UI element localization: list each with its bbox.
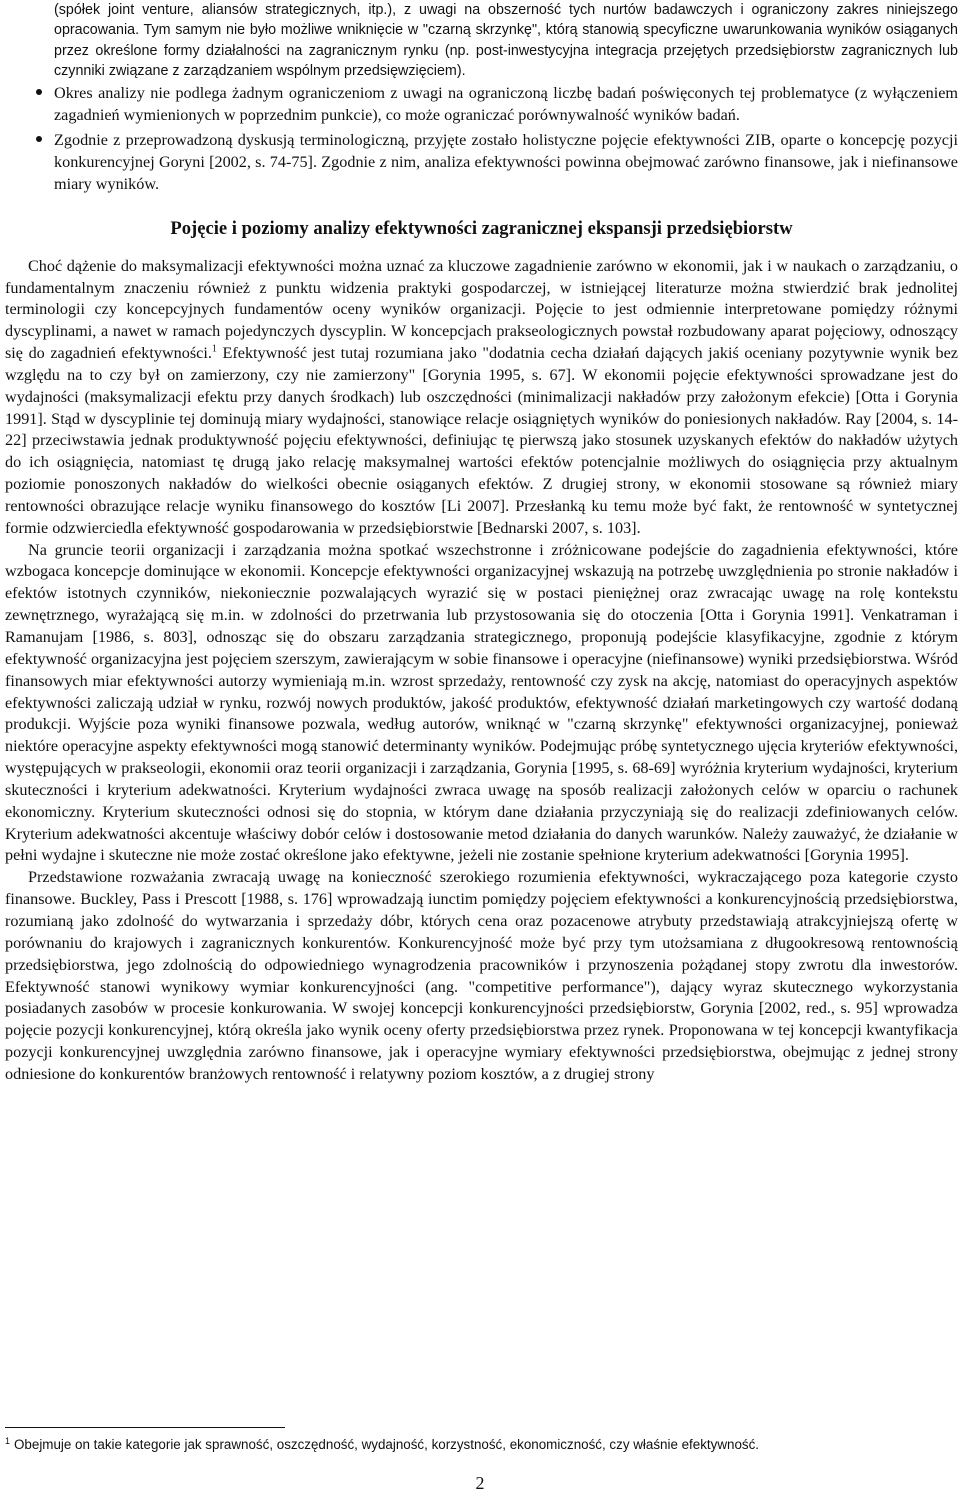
paragraph-1	[5, 256, 958, 540]
bullet-item-terminology	[5, 129, 958, 196]
section-heading: Pojęcie i poziomy analizy efektywności zagranicznej ekspansji przedsiębiorstw	[170, 217, 793, 239]
paragraph-1-text: Choć dążenie do maksymalizacji efektywności można uznać za kluczowe zagadnienie zarówno w ekonomii, jak i w naukach o zarządzaniu, o fundamentalnym znaczeniu również z punktu widzenia praktyki gospodarczej, w istniejącej literaturze można stwierdzić brak jednolitej terminologii czy koncepcyjnych fundamentów oceny wyników organizacji. Pojęcie to jest odmiennie interpretowane pomiędzy różnymi dyscyplinami, a nawet w ramach pojedynczych dyscyplin. W koncepcjach prakseologicznych powstał rozbudowany aparat pojęciowy, odnoszący się do zagadnień efektywności.	[5, 256, 958, 363]
footnote-text: Obejmuje on takie kategorie jak sprawność, oszczędność, wydajność, korzystność, ekonomiczność, czy właśnie efektywność.	[14, 1437, 760, 1452]
page-number: 2	[475, 1473, 485, 1493]
bullet-list	[5, 0, 958, 196]
bullet-item-analysis-period	[5, 82, 958, 127]
paragraph-1-text-continued: Efektywność jest tutaj rozumiana jako "dodatnia cecha działań dających jakiś oceniany pozytywnie wynik bez względu na to czy był on zamierzony, czy nie zamierzony" [Gorynia 1995, s. 67]. W ekonomii pojęcie efektywności sprowadzane jest do wydajności (maksymalizacji efektu przy danych środkach) lub oszczędności (minimalizacji nakładów przy założonym efekcie) [Otta i Gorynia 1991]. Stąd w dyscyplinie tej dominują miary wydajności, stanowiące relacje osiągniętych wyników do poniesionych nakładów. Ray [2004, s. 14-22] przeciwstawia jednak produktywność pojęciu efektywności, definiując tę pierwszą jako stosunek uzyskanych efektów do nakładów użytych do ich osiągnięcia, natomiast tę drugą jako relację maksymalnej wartości efektów potencjalnie możliwych do osiągnięcia przy aktualnym poziomie ponoszonych nakładów do wielkości obecnie osiąganych efektów. Z drugiej strony, w ekonomii stosowane są również miary rentowności obrazujące relacje wyniku finansowego do kosztów [Li 2007]. Przesłanką ku temu może być fakt, że rentowność w syntetycznej formie odzwierciedla efektywność gospodarowania w przedsiębiorstwie [Bednarski 2007, s. 103].	[5, 344, 958, 537]
bullet-dot-icon	[36, 89, 42, 95]
footnote	[5, 1436, 955, 1454]
footnote-number: 1	[5, 1435, 11, 1446]
paragraph-2: Na gruncie teorii organizacji i zarządzania można spotkać wszechstronne i zróżnicowane podejście do zagadnienia efektywności, które wzbogaca koncepcje dominujące w ekonomii. Koncepcje efektywności organizacyjnej wskazują na potrzebę uwzględnienia po stronie nakładów i efektów istotnych czynników, niekoniecznie pozwalających wyrazić się w postaci pieniężnej oraz zwracając uwagę na rolę kontekstu zewnętrznego, wyrażającą się m.in. w zdolności do przetrwania lub przystosowania się do otoczenia [Otta i Gorynia 1991]. Venkatraman i Ramanujam [1986, s. 803], odnosząc się do obszaru zarządzania strategicznego, proponują podejście klasyfikacyjne, zgodnie z którym efektywność organizacyjna jest pojęciem szerszym, zawierającym w sobie finansowe i operacyjne (niefinansowe) wyniki przedsiębiorstwa. Wśród finansowych miar efektywności autorzy wymieniają m.in. wzrost sprzedaży, rentowność czy zysk na akcję, natomiast do operacyjnych aspektów efektywności zaliczają udział w rynku, rozwój nowych produktów, jakość produktów, efektywność działań marketingowych czy wartość dodaną produkcji. Wyjście poza wyniki finansowe pozwala, według autorów, wniknąć w "czarną skrzynkę" efektywności organizacyjnej, ponieważ niektóre operacyjne aspekty efektywności mogą stanowić determinanty wyników. Podejmując próbę syntetycznego ujęcia kryteriów efektywności, występujących w prakseologii, ekonomii oraz teorii organizacji i zarządzania, Gorynia [1995, s. 68-69] wyróżnia kryterium wydajności, kryterium skuteczności i kryterium adekwatności. Kryterium wydajności zwraca uwagę na sposób realizacji założonych celów w oparciu o rachunek ekonomiczny. Kryterium skuteczności odnosi się do stopnia, w którym dane działania przyczyniają się do realizacji zdefiniowanych celów. Kryterium adekwatności akcentuje właściwy dobór celów i dostosowanie metod działania do danych warunków. Należy zauważyć, że działanie w pełni wydajne i skuteczne nie może zostać określone jako efektywne, jeżeli nie zostanie spełnione kryterium adekwatności [Gorynia 1995].	[5, 540, 958, 865]
bullet-text: Okres analizy nie podlega żadnym ograniczeniom z uwagi na ograniczoną liczbę badań poświęconych tej problematyce (z wyłączeniem zagadnień wymienionych w poprzednim punkcie), co może ograniczać porównywalność wyników badań.	[54, 84, 958, 125]
paragraph-3: Przedstawione rozważania zwracają uwagę na konieczność szerokiego rozumienia efektywności, wykraczającego poza kategorie czysto finansowe. Buckley, Pass i Prescott [1988, s. 176] wprowadzają iunctim pomiędzy pojęciem efektywności a konkurencyjnością przedsiębiorstwa, rozumianą jako zdolność do wytwarzania i sprzedaży dóbr, których cena oraz pozacenowe atrybuty przedstawiają atrakcyjniejszą ofertę w porównaniu do krajowych i zagranicznych konkurentów. Konkurencyjność może być przy tym utożsamiana z długookresową rentownością przedsiębiorstwa, jego zdolnością do odpowiedniego wynagrodzenia pracowników i przynoszenia pożądanej stopy zwrotu dla inwestorów. Efektywność stanowi wynikowy wymiar konkurencyjności (ang. "competitive performance"), dający wyraz skutecznego wykorzystania posiadanych zasobów w procesie konkurowania. W swojej koncepcji konkurencyjności przedsiębiorstw, Gorynia [2002, red., s. 95] wprowadza pojęcie pozycji konkurencyjnej, którą określa jako wynik oceny oferty przedsiębiorstwa przez rynek. Proponowana w tej koncepcji kwantyfikacja pozycji konkurencyjnej uwzględnia zarówno finansowe, jak i operacyjne wymiary efektywności przedsiębiorstwa, obejmując z jednej strony odniesione do konkurentów branżowych rentowność i relatywny poziom kosztów, a z drugiej strony	[5, 868, 958, 1083]
bullet-text: Zgodnie z przeprowadzoną dyskusją terminologiczną, przyjęte zostało holistyczne pojęcie efektywności ZIB, oparte o koncepcję pozycji konkurencyjnej Goryni [2002, s. 74-75]. Zgodnie z nim, analiza efektywności powinna obejmować zarówno finansowe, jak i niefinansowe miary wyników.	[54, 130, 958, 194]
bullet-item-continuation	[5, 0, 958, 81]
bullet-continuation-text: (spółek joint venture, aliansów strategicznych, itp.), z uwagi na obszerność tych nurtów badawczych i ograniczony zakres niniejszego opracowania. Tym samym nie było możliwe wniknięcie w "czarną skrzynkę", którą stanowią specyficzne uwarunkowania wyników osiąganych przez określone formy działalności na zagranicznym rynku (np. post-inwestycyjna integracja przejętych przedsiębiorstw zagranicznych lub czynniki związane z zarządzaniem wspólnym przedsięwzięciem).	[54, 2, 958, 79]
bullet-dot-icon	[36, 136, 42, 142]
footnote-divider	[5, 1427, 285, 1428]
footnote-reference[interactable]: 1	[211, 343, 217, 355]
